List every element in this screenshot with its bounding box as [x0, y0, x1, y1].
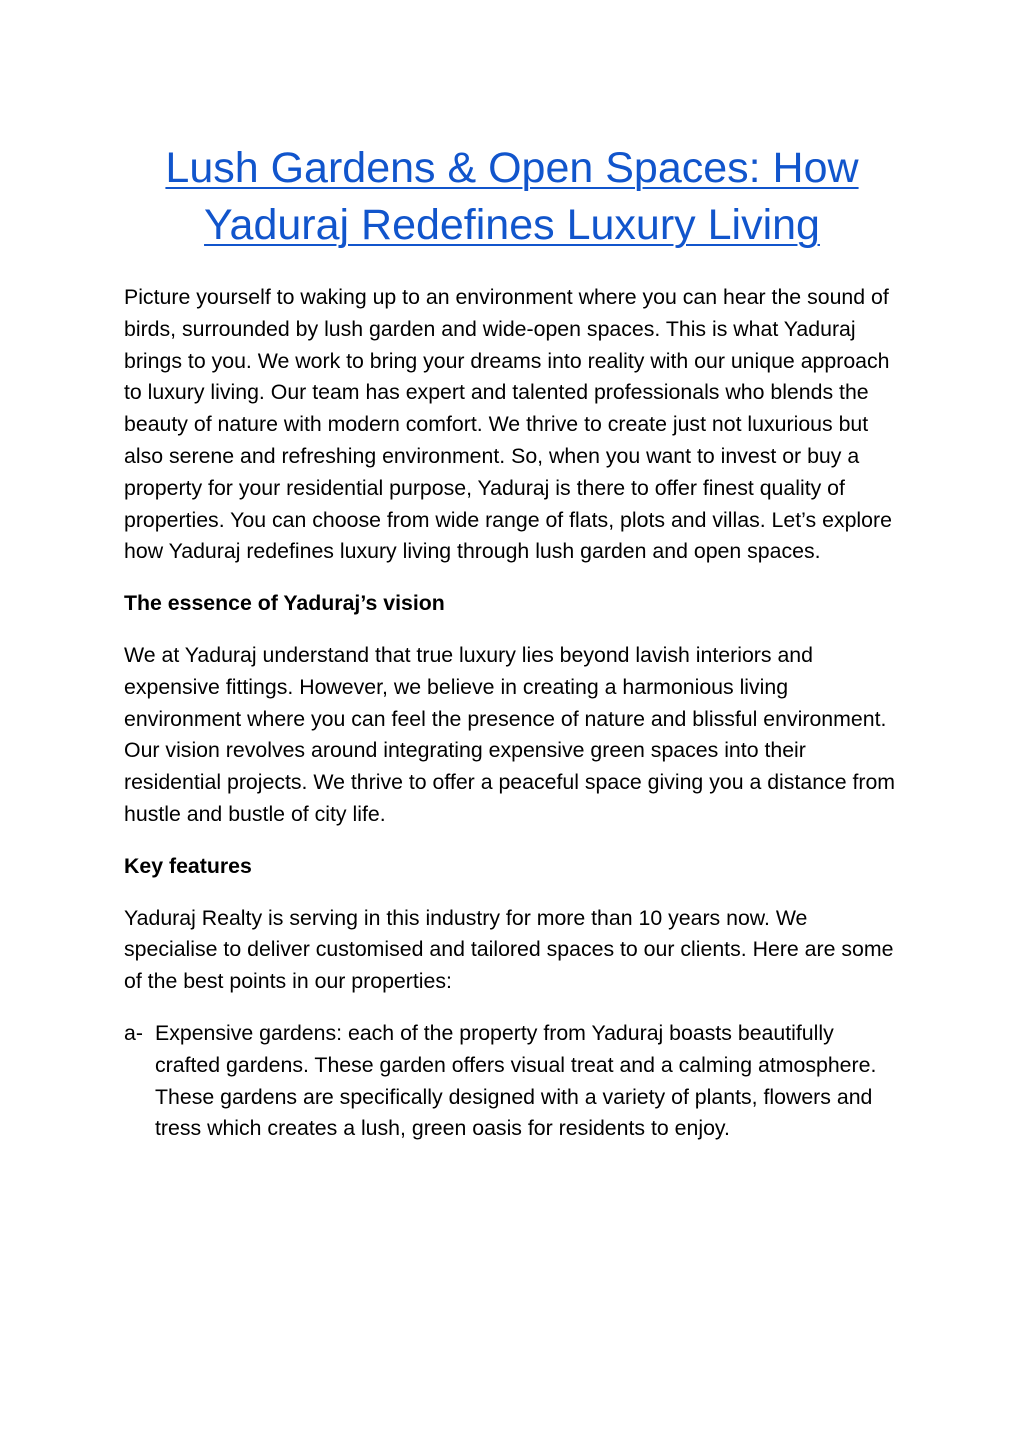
- intro-paragraph: Picture yourself to waking up to an environment where you can hear the sound of birds, surrounded by lush garden and wide-open spaces. This is what Yaduraj brings to you. We work to bring your dreams into reality with our unique approach to luxury living. Our team has expert and talented professionals who blends the beauty of nature with modern comfort. We thrive to create just not luxurious but also serene and refreshing environment. So, when you want to invest or buy a property for your residential purpose, Yaduraj is there to offer finest quality of properties. You can choose from wide range of flats, plots and villas. Let’s explore how Yaduraj redefines luxury living through lush garden and open spaces.: [124, 285, 892, 564]
- title-link[interactable]: Lush Gardens & Open Spaces: How Yaduraj Redefines Luxury Living: [165, 144, 859, 249]
- list-marker: a-: [124, 1020, 143, 1045]
- section-body-key-features: Yaduraj Realty is serving in this industry for more than 10 years now. We specialise to deliver customised and tailored spaces to our clients. Here are some of the best points in our properties:: [124, 905, 894, 994]
- features-list: [124, 1018, 902, 1145]
- list-item: [124, 1018, 902, 1145]
- section-body-vision: We at Yaduraj understand that true luxury lies beyond lavish interiors and expensive fittings. However, we believe in creating a harmonious living environment where you can feel the presence of nature and blissful environment. Our vision revolves around integrating expensive green spaces into their residential projects. We thrive to offer a peaceful space giving you a distance from hustle and bustle of city life.: [124, 642, 896, 826]
- section-heading-vision: The essence of Yaduraj’s vision: [124, 591, 445, 616]
- list-item-text: Expensive gardens: each of the property from Yaduraj boasts beautifully crafted gardens. These garden offers visual treat and a calming atmosphere. These gardens are specifically designed with a variety of plants, flowers and tress which creates a lush, green oasis for residents to enjoy.: [155, 1020, 877, 1141]
- document-body: [124, 282, 902, 1145]
- section-heading-key-features: Key features: [124, 853, 252, 878]
- document-title: [112, 140, 912, 254]
